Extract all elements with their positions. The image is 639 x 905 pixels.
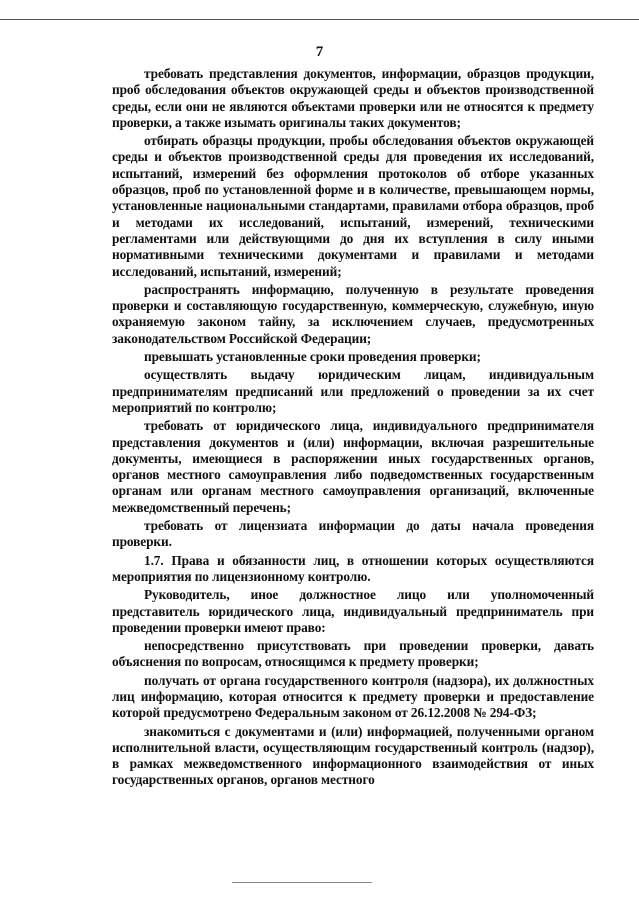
paragraph: требовать от юридического лица, индивидуального предпринимателя представления документов и (или) информации, включая разрешительные документы, имеющиеся в распоряжении иных государственных органов, органов местного самоуправления либо подведомственных государственным органам или органам местного самоуправления организаций, включенные межведомственный перечень; [112,418,594,515]
paragraph: осуществлять выдачу юридическим лицам, индивидуальным предпринимателям предписаний или предложений о проведении за их счет мероприятий по контролю; [112,367,594,415]
page-number: 7 [315,44,324,60]
paragraph: отбирать образцы продукции, пробы обследования объектов окружающей среды и объектов производственной среды для проведения их исследований, испытаний, измерений без оформления протоколов об отборе указанных образцов, проб по установленной форме и в количестве, превышающем нормы, установленные национальными стандартами, правилами отбора образцов, проб и методами их исследований, испытаний, измерений, техническими регламентами или действующими до дня их вступления в силу иными нормативными техническими документами и правилами и методами исследований, испытаний, измерений; [112,133,594,279]
paragraph: знакомиться с документами и (или) информацией, полученными органом исполнительной власти, осуществляющим государственный контроль (надзор), в рамках межведомственного информационного взаимодействия от иных государственных органов, органов местного [112,723,594,788]
footer-line [232,882,372,883]
section-heading: 1.7. Права и обязанности лиц, в отношении которых осуществляются мероприятия по лицензионному контролю. [112,552,594,584]
paragraph: непосредственно присутствовать при проведении проверки, давать объяснения по вопросам, относящимся к предмету проверки; [112,638,594,670]
paragraph: Руководитель, иное должностное лицо или уполномоченный представитель юридического лица, индивидуальный предприниматель при проведении проверки имеют право: [112,587,594,635]
scan-top-edge [0,0,639,20]
paragraph: превышать установленные сроки проведения проверки; [144,349,481,365]
paragraph: требовать представления документов, информации, образцов продукции, проб обследования объектов окружающей среды и объектов производственной среды, если они не являются объектами проверки или не относятся к предмету проверки, а также изымать оригиналы таких документов; [112,66,594,130]
paragraph: получать от органа государственного контроля (надзора), их должностных лиц информацию, которая относится к предмету проверки и предоставление которой предусмотрено Федеральным законом от 26.12.2008 № 294-ФЗ; [112,672,594,721]
document-body [112,66,594,791]
paragraph: требовать от лицензиата информации до даты начала проведения проверки. [112,518,594,550]
paragraph: распространять информацию, полученную в результате проведения проверки и составляющую государственную, коммерческую, служебную, иную охраняемую законом тайну, за исключением случаев, предусмотренных законодательством Российской Федерации; [112,281,594,346]
